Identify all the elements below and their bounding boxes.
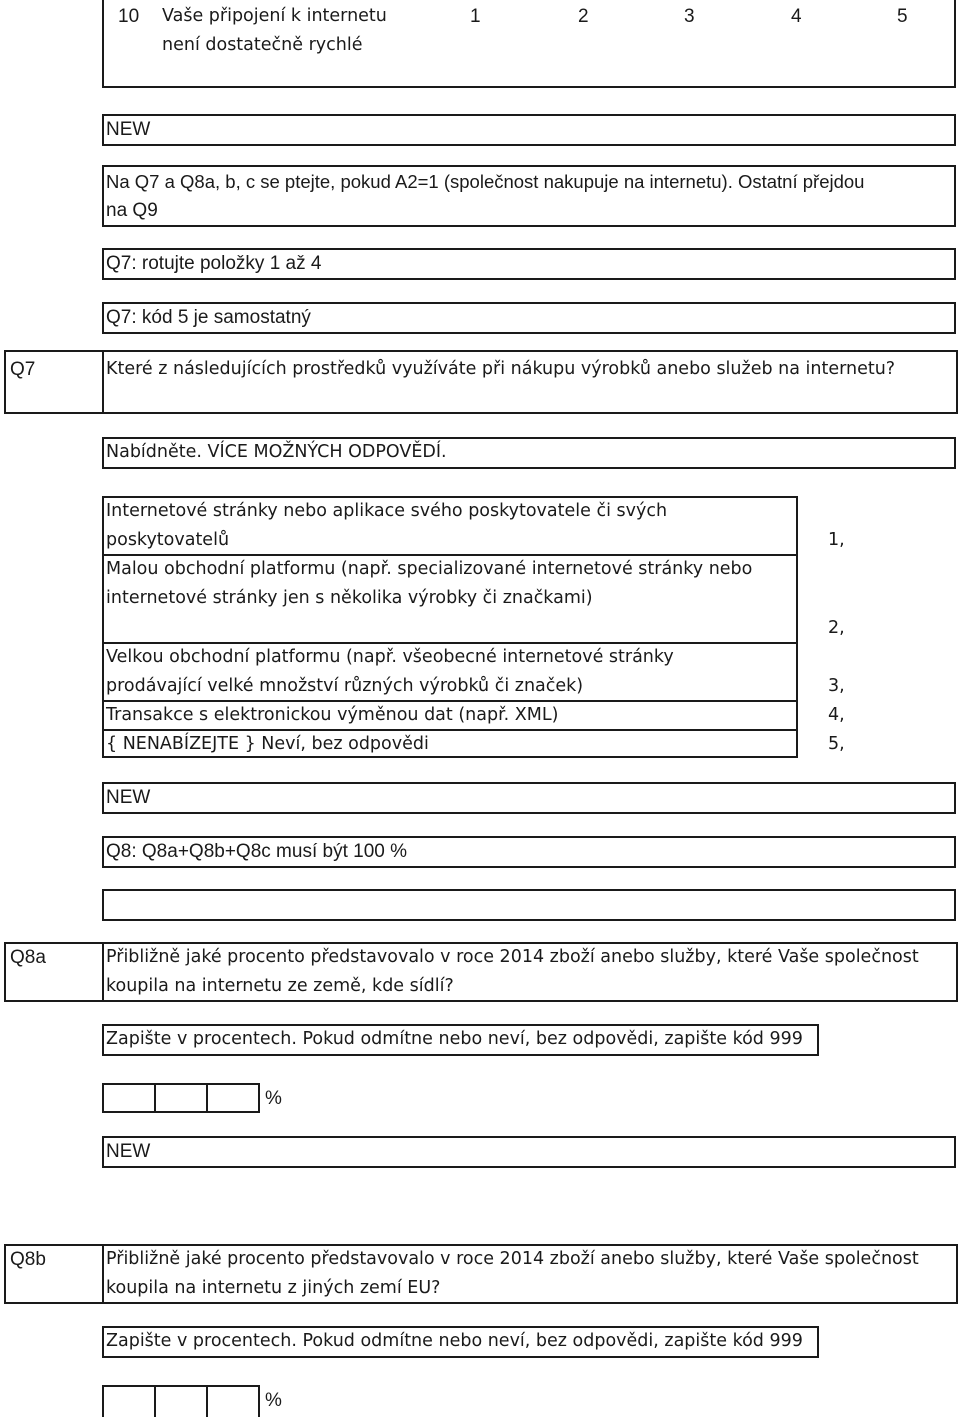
q7-question: Které z následujících prostředků využíváte při nákupu výrobků anebo služeb na internetu?	[106, 359, 896, 379]
q7-option-1-line1: Internetové stránky nebo aplikace svého poskytovatele či svých	[106, 501, 668, 521]
q7-option-3-line2: prodávající velké množství různých výrobků či značek)	[106, 676, 584, 696]
q7-option-3-code: 3,	[828, 676, 845, 696]
new-label-box-1	[102, 114, 956, 146]
instruction-q7-line2: na Q9	[106, 200, 158, 221]
empty-box	[102, 889, 956, 921]
q7-divider	[102, 350, 104, 414]
q7-option-4-code: 4,	[828, 705, 845, 725]
q7-option-4-line1: Transakce s elektronickou výměnou dat (např. XML)	[106, 705, 559, 725]
q7-id: Q7	[10, 359, 36, 380]
rotate-note: Q7: rotujte položky 1 až 4	[106, 253, 322, 274]
q8a-digit-cell-3[interactable]	[206, 1083, 260, 1113]
q8b-percent: %	[265, 1390, 282, 1411]
q8b-digit-cell-1[interactable]	[102, 1385, 156, 1417]
q7-option-5-code: 5,	[828, 734, 845, 754]
q8a-question-line2: koupila na internetu ze země, kde sídlí?	[106, 976, 454, 996]
new-label-1: NEW	[106, 119, 151, 140]
q10-scale-1: 1	[470, 6, 481, 27]
q10-scale-4: 4	[791, 6, 802, 27]
q7-option-5-line1: { NENABÍZEJTE } Neví, bez odpovědi	[106, 734, 429, 754]
instruction-q7-line1: Na Q7 a Q8a, b, c se ptejte, pokud A2=1 (společnost nakupuje na internetu). Ostatní přejdou	[106, 171, 865, 192]
new-label-2: NEW	[106, 787, 151, 808]
q7-option-1-line2: poskytovatelů	[106, 530, 230, 550]
new-label-box-3	[102, 1136, 956, 1168]
q8b-instruction: Zapište v procentech. Pokud odmítne nebo neví, bez odpovědi, zapište kód 999	[106, 1331, 803, 1351]
new-label-3: NEW	[106, 1141, 151, 1162]
q7-option-2-line1: Malou obchodní platformu (např. specializované internetové stránky nebo	[106, 559, 753, 579]
q8a-id: Q8a	[10, 947, 46, 968]
q8a-digit-cell-1[interactable]	[102, 1083, 156, 1113]
q10-number: 10	[118, 6, 140, 27]
q10-text-line2: není dostatečně rychlé	[162, 35, 363, 55]
q8b-divider	[102, 1244, 104, 1304]
q8b-digit-cell-2[interactable]	[154, 1385, 208, 1417]
q8a-instruction: Zapište v procentech. Pokud odmítne nebo neví, bez odpovědi, zapište kód 999	[106, 1029, 803, 1049]
code-note: Q7: kód 5 je samostatný	[106, 307, 311, 328]
q8a-percent: %	[265, 1088, 282, 1109]
q8-rule: Q8: Q8a+Q8b+Q8c musí být 100 %	[106, 841, 407, 862]
new-label-box-2	[102, 782, 956, 814]
q10-text-line1: Vaše připojení k internetu	[162, 6, 387, 26]
q8b-question-line1: Přibližně jaké procento představovalo v roce 2014 zboží anebo služby, které Vaše společnost	[106, 1249, 919, 1269]
q8a-digit-cell-2[interactable]	[154, 1083, 208, 1113]
q7-option-3-line1: Velkou obchodní platformu (např. všeobecné internetové stránky	[106, 647, 674, 667]
q10-scale-2: 2	[578, 6, 589, 27]
q8b-question-line2: koupila na internetu z jiných zemí EU?	[106, 1278, 441, 1298]
q8b-id: Q8b	[10, 1249, 46, 1270]
q7-instruction: Nabídněte. VÍCE MOŽNÝCH ODPOVĚDÍ.	[106, 442, 447, 462]
q10-scale-5: 5	[897, 6, 908, 27]
q8a-question-line1: Přibližně jaké procento představovalo v roce 2014 zboží anebo služby, které Vaše společnost	[106, 947, 919, 967]
q7-option-2-code: 2,	[828, 618, 845, 638]
q7-option-1-code: 1,	[828, 530, 845, 550]
q10-scale-3: 3	[684, 6, 695, 27]
q8b-digit-cell-3[interactable]	[206, 1385, 260, 1417]
q7-option-2-line2: internetové stránky jen s několika výrobky či značkami)	[106, 588, 593, 608]
q8a-divider	[102, 942, 104, 1002]
